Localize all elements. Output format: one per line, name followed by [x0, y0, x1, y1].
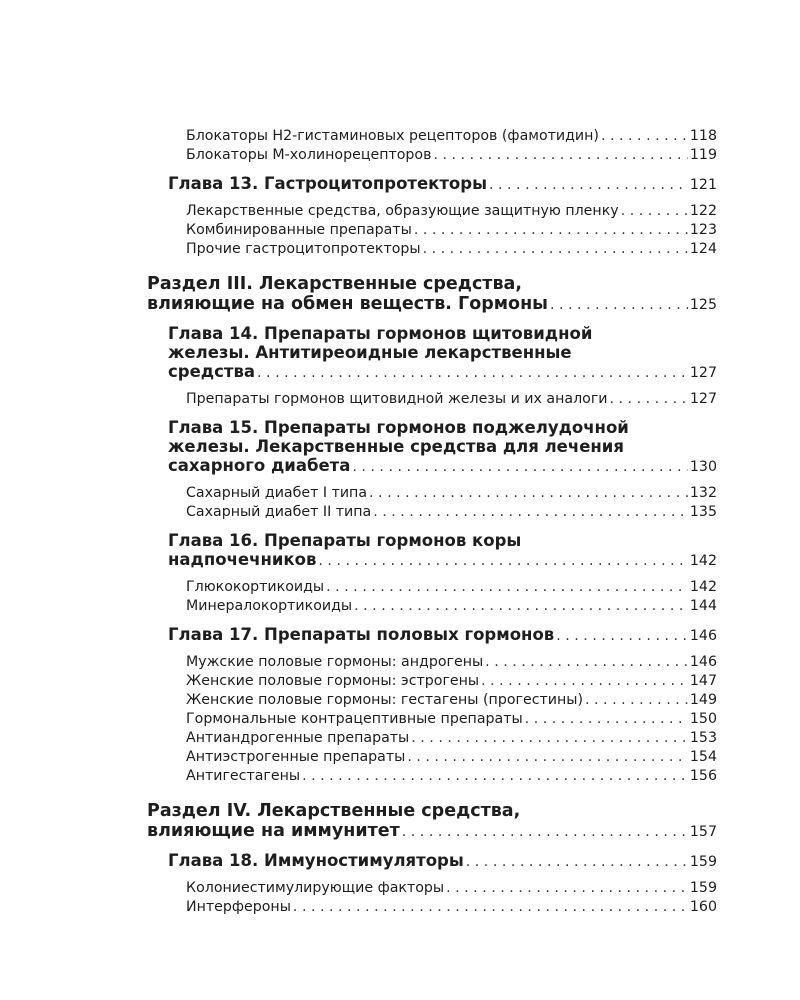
dot-leader [610, 390, 688, 409]
toc-item-title: Блокаторы Н2-гистаминовых рецепторов (фамотидин) [186, 128, 599, 144]
toc-item-title: Глюкокортикоиды [186, 579, 325, 595]
toc-item-title: Антигестагены [186, 768, 301, 784]
toc-chapter-title: Глава 18. Иммуностимуляторы [168, 851, 464, 870]
dot-leader [352, 458, 688, 477]
toc-item [186, 729, 717, 748]
toc-chapter [168, 625, 717, 646]
dot-leader [525, 710, 688, 729]
toc-page-number: 127 [689, 391, 717, 407]
toc-item-title: Препараты гормонов щитовидной железы и их аналоги [186, 391, 608, 407]
toc-item-title: Антиэстрогенные препараты [186, 749, 406, 765]
toc-page-number: 156 [689, 768, 717, 784]
toc-item-title: Сахарный диабет II типа [186, 504, 372, 520]
toc-page-number: 159 [689, 854, 717, 870]
dot-leader [489, 176, 688, 195]
toc-chapter-title: Глава 17. Препараты половых гормонов [168, 625, 555, 644]
toc-chapter-title: сахарного диабета [168, 456, 351, 475]
toc-item [186, 240, 717, 259]
toc-page-number: 125 [689, 297, 717, 313]
dot-leader [446, 879, 688, 898]
toc-item [186, 710, 717, 729]
toc-page-number: 124 [689, 241, 717, 257]
toc-chapter-title-line: Глава 15. Препараты гормонов поджелудочной [168, 418, 629, 437]
toc-page-number: 153 [689, 730, 717, 746]
toc-page-number: 146 [689, 654, 717, 670]
toc-item [186, 484, 717, 503]
toc-item-title: Женские половые гормоны: эстрогены [186, 673, 480, 689]
toc-chapter-title: Глава 13. Гастроцитопротекторы [168, 174, 487, 193]
toc-section [147, 801, 717, 842]
dot-leader [433, 146, 687, 165]
toc-item-title: Колониестимулирующие факторы [186, 880, 445, 896]
toc-chapter-title-line: железы. Антитиреоидные лекарственные [168, 343, 572, 362]
toc-item [186, 898, 717, 917]
toc-page-number: 118 [689, 128, 717, 144]
toc-chapter [168, 174, 717, 195]
toc-chapter [168, 531, 717, 571]
toc-item-title: Сахарный диабет I типа [186, 485, 368, 501]
dot-leader [423, 240, 688, 259]
dot-leader [556, 627, 688, 646]
toc-page-number: 142 [689, 579, 717, 595]
toc-page-number: 130 [689, 459, 717, 475]
dot-leader [293, 898, 688, 917]
toc-page-number: 122 [689, 203, 717, 219]
dot-leader [318, 552, 688, 571]
dot-leader [354, 597, 688, 616]
dot-leader [302, 767, 688, 786]
dot-leader [585, 691, 688, 710]
toc-page-number: 142 [689, 553, 717, 569]
dot-leader [411, 729, 688, 748]
toc-item-title: Минералокортикоиды [186, 598, 353, 614]
toc-page-number: 149 [689, 692, 717, 708]
dot-leader [550, 295, 688, 315]
toc-item [186, 221, 717, 240]
dot-leader [373, 503, 688, 522]
toc-chapter-title-line: железы. Лекарственные средства для лечения [168, 437, 624, 456]
toc-item [186, 578, 717, 597]
toc-item [186, 390, 717, 409]
toc-section-title: влияющие на иммунитет [147, 821, 400, 841]
toc-page-number: 121 [689, 177, 717, 193]
toc-section-title: влияющие на обмен веществ. Гормоны [147, 294, 548, 314]
toc-item [186, 597, 717, 616]
toc-section-title-line: Раздел III. Лекарственные средства, [147, 274, 522, 294]
dot-leader [407, 748, 688, 767]
toc-item-title: Прочие гастроцитопротекторы [186, 241, 421, 257]
dot-leader [257, 364, 688, 383]
dot-leader [466, 853, 688, 872]
toc-page-number: 135 [689, 504, 717, 520]
toc-page-number: 154 [689, 749, 717, 765]
toc-chapter-title: средства [168, 362, 256, 381]
toc-page-number: 123 [689, 222, 717, 238]
toc-item [186, 653, 717, 672]
dot-leader [369, 484, 688, 503]
toc-item [186, 503, 717, 522]
dot-leader [601, 127, 688, 146]
toc-item-title: Мужские половые гормоны: андрогены [186, 654, 484, 670]
toc-chapter [168, 851, 717, 872]
toc-item-title: Лекарственные средства, образующие защитную пленку [186, 203, 619, 219]
toc-chapter-title-line: Глава 14. Препараты гормонов щитовидной [168, 324, 593, 343]
dot-leader [326, 578, 688, 597]
toc-item [186, 127, 717, 146]
toc-item-title: Интерфероны [186, 899, 291, 915]
toc-section-title-line: Раздел IV. Лекарственные средства, [147, 801, 521, 821]
toc-item [186, 691, 717, 710]
dot-leader [414, 221, 688, 240]
toc-item [186, 767, 717, 786]
toc-item [186, 672, 717, 691]
toc-chapter [168, 324, 717, 383]
toc-item-title: Женские половые гормоны: гестагены (прогестины) [186, 692, 584, 708]
toc-section [147, 274, 717, 315]
toc-item [186, 146, 717, 165]
toc-page-number: 150 [689, 711, 717, 727]
toc-chapter-title: надпочечников [168, 550, 317, 569]
toc-page-number: 159 [689, 880, 717, 896]
toc-page-number: 119 [689, 147, 717, 163]
dot-leader [485, 653, 688, 672]
toc-chapter [168, 418, 717, 477]
dot-leader [402, 822, 688, 842]
toc-item-title: Антиандрогенные препараты [186, 730, 410, 746]
toc-item [186, 879, 717, 898]
toc-page-number: 160 [689, 899, 717, 915]
toc-item-title: Гормональные контрацептивные препараты [186, 711, 523, 727]
toc-page-number: 132 [689, 485, 717, 501]
toc-page-number: 147 [689, 673, 717, 689]
toc-page-number: 157 [689, 824, 717, 840]
dot-leader [621, 202, 688, 221]
toc-page-number: 144 [689, 598, 717, 614]
dot-leader [481, 672, 688, 691]
toc-chapter-title-line: Глава 16. Препараты гормонов коры [168, 531, 522, 550]
toc-page-number: 127 [689, 365, 717, 381]
toc-item [186, 748, 717, 767]
table-of-contents [147, 127, 717, 917]
toc-item-title: Блокаторы М-холинорецепторов [186, 147, 432, 163]
toc-item [186, 202, 717, 221]
toc-item-title: Комбинированные препараты [186, 222, 412, 238]
toc-page-number: 146 [689, 628, 717, 644]
